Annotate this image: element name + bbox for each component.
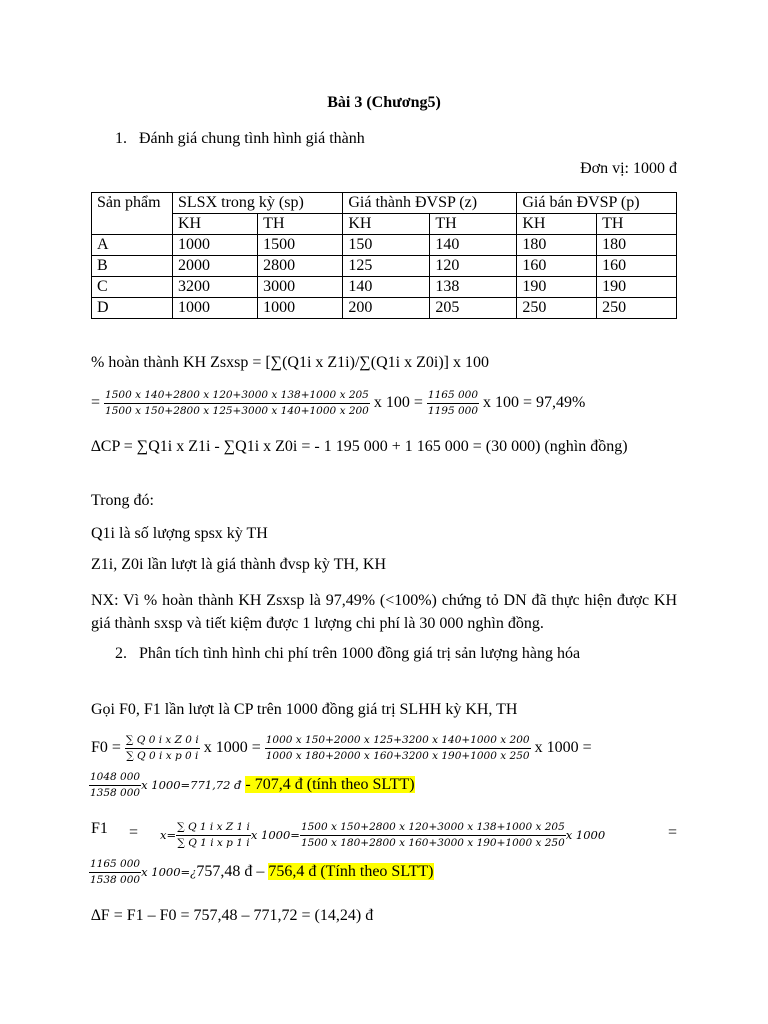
formula-text: x 1000=: [250, 828, 300, 843]
row-product: D: [92, 298, 173, 319]
header-product: Sản phẩm: [92, 193, 173, 235]
equals-sign: =: [667, 824, 677, 841]
section-2-heading: [115, 645, 580, 663]
table-cell: 138: [430, 277, 517, 298]
conclusion-paragraph: NX: Vì % hoàn thành KH Zsxsp là 97,49% (<100%) chứng tỏ DN đã thực hiện được KH giá thành sxsp và tiết kiệm được 1 lượng chi phí là 30 000 nghìn đồng.: [91, 592, 677, 632]
formula-text: x=: [160, 828, 177, 843]
delta-cp-paragraph: ∆CP = ∑Q1i x Z1i - ∑Q1i x Z0i = - 1 195 000 + 1 165 000 = (30 000) (nghìn đồng): [91, 438, 628, 455]
trong-do-label: Trong đó:: [91, 492, 154, 509]
table-cell: 140: [430, 235, 517, 256]
section-1-heading: [115, 130, 365, 148]
numerator: 1000 x 150+2000 x 125+3200 x 140+1000 x 200: [265, 733, 531, 749]
formula-f1-line2: [89, 857, 434, 888]
cost-table: [91, 192, 677, 319]
formula-f0-line2: [89, 770, 415, 801]
numerator: ∑ Q 1 i x Z 1 i: [176, 820, 251, 836]
formula-text: x 1000: [565, 828, 606, 843]
denominator: ∑ Q 0 i x p 0 i: [126, 750, 199, 762]
table-subheader-row: [92, 214, 677, 235]
formula-result: x 1000=¿: [141, 865, 197, 880]
formula-f1-line1: [91, 820, 677, 849]
formula-f0-line1: [91, 733, 592, 764]
table-cell: 200: [343, 298, 430, 319]
denominator: ∑ Q 1 i x p 1 i: [177, 837, 250, 849]
definition-f0-f1: Gọi F0, F1 lần lượt là CP trên 1000 đồng giá trị SLHH kỳ KH, TH: [91, 701, 518, 718]
table-cell: 150: [343, 235, 430, 256]
table-cell: 1000: [173, 235, 258, 256]
table-row: [92, 235, 677, 256]
table-cell: 160: [517, 256, 597, 277]
table-cell: 3200: [173, 277, 258, 298]
table-cell: 205: [430, 298, 517, 319]
formula-text: x 1000 =: [534, 739, 592, 757]
formula-text: x 1000 =: [203, 739, 261, 757]
table-cell: 3000: [258, 277, 343, 298]
formula-label: % hoàn thành KH Zsxsp = [∑(Q1i x Z1i)/∑(Q1i x Z0i)] x 100: [91, 354, 489, 371]
denominator: 1538 000: [90, 874, 141, 886]
fraction: [104, 388, 370, 419]
subheader-cell: TH: [258, 214, 343, 235]
formula-completion-rate: [91, 388, 585, 419]
table-header-row: [92, 193, 677, 214]
table-cell: 125: [343, 256, 430, 277]
denominator: 1500 x 150+2800 x 125+3000 x 140+1000 x 200: [105, 405, 369, 417]
fraction: [427, 388, 479, 419]
denominator: 1500 x 180+2800 x 160+3000 x 190+1000 x 250: [300, 837, 565, 849]
numerator: 1500 x 150+2800 x 120+3000 x 138+1000 x 205: [300, 820, 566, 836]
section-title: Phân tích tình hình chi phí trên 1000 đồng giá trị sản lượng hàng hóa: [139, 645, 581, 662]
fraction: [89, 857, 141, 888]
header-cost: Giá thành ĐVSP (z): [343, 193, 517, 214]
row-product: C: [92, 277, 173, 298]
table-row: [92, 256, 677, 277]
subheader-cell: TH: [597, 214, 677, 235]
numerator: 1048 000: [89, 770, 141, 786]
section-number: 1.: [115, 130, 127, 147]
fraction: [265, 733, 531, 764]
z1i-definition: Z1i, Z0i lần lượt là giá thành đvsp kỳ TH, KH: [91, 556, 387, 573]
formula-result: x 1000=771,72 đ: [141, 778, 242, 793]
header-price: Giá bán ĐVSP (p): [517, 193, 677, 214]
page-title: Bài 3 (Chương5): [327, 94, 441, 111]
table-cell: 180: [597, 235, 677, 256]
equals-sign: =: [91, 394, 101, 412]
formula-result: 757,48 đ –: [196, 863, 269, 881]
table-cell: 1000: [173, 298, 258, 319]
denominator: 1000 x 180+2000 x 160+3200 x 190+1000 x 250: [265, 750, 530, 762]
formula-result: x 100 = 97,49%: [483, 394, 586, 412]
table-row: [92, 277, 677, 298]
table-cell: 2800: [258, 256, 343, 277]
section-title: Đánh giá chung tình hình giá thành: [139, 130, 365, 147]
fraction: [89, 770, 141, 801]
table-cell: 180: [517, 235, 597, 256]
subheader-cell: KH: [517, 214, 597, 235]
table-row: [92, 298, 677, 319]
table-cell: 250: [517, 298, 597, 319]
section-number: 2.: [115, 645, 127, 662]
denominator: 1195 000: [427, 405, 479, 417]
formula-text: F0 =: [91, 739, 121, 757]
table-cell: 1000: [258, 298, 343, 319]
q1i-definition: Q1i là số lượng spsx kỳ TH: [91, 525, 268, 542]
subheader-cell: KH: [173, 214, 258, 235]
formula-text: x 100 =: [373, 394, 423, 412]
formula-text: F1: [91, 820, 108, 837]
highlighted-result: 756,4 đ (Tính theo SLTT): [268, 863, 434, 881]
table-cell: 190: [517, 277, 597, 298]
highlighted-result: - 707,4 đ (tính theo SLTT): [245, 776, 415, 794]
fraction: [300, 820, 566, 851]
table-cell: 140: [343, 277, 430, 298]
numerator: ∑ Q 0 i x Z 0 i: [125, 733, 200, 749]
table-cell: 190: [597, 277, 677, 298]
numerator: 1165 000: [89, 857, 141, 873]
numerator: 1500 x 140+2800 x 120+3000 x 138+1000 x 205: [104, 388, 370, 404]
header-quantity: SLSX trong kỳ (sp): [173, 193, 343, 214]
table-cell: 120: [430, 256, 517, 277]
row-product: B: [92, 256, 173, 277]
table-cell: 250: [597, 298, 677, 319]
delta-f-formula: ∆F = F1 – F0 = 757,48 – 771,72 = (14,24) đ: [91, 907, 374, 924]
table-cell: 1500: [258, 235, 343, 256]
table-cell: 2000: [173, 256, 258, 277]
unit-label: Đơn vị: 1000 đ: [580, 160, 677, 177]
fraction: [176, 820, 251, 851]
equals-sign: =: [129, 824, 139, 841]
numerator: 1165 000: [427, 388, 479, 404]
denominator: 1358 000: [90, 787, 141, 799]
table-cell: 160: [597, 256, 677, 277]
subheader-cell: KH: [343, 214, 430, 235]
subheader-cell: TH: [430, 214, 517, 235]
row-product: A: [92, 235, 173, 256]
fraction: [125, 733, 200, 764]
